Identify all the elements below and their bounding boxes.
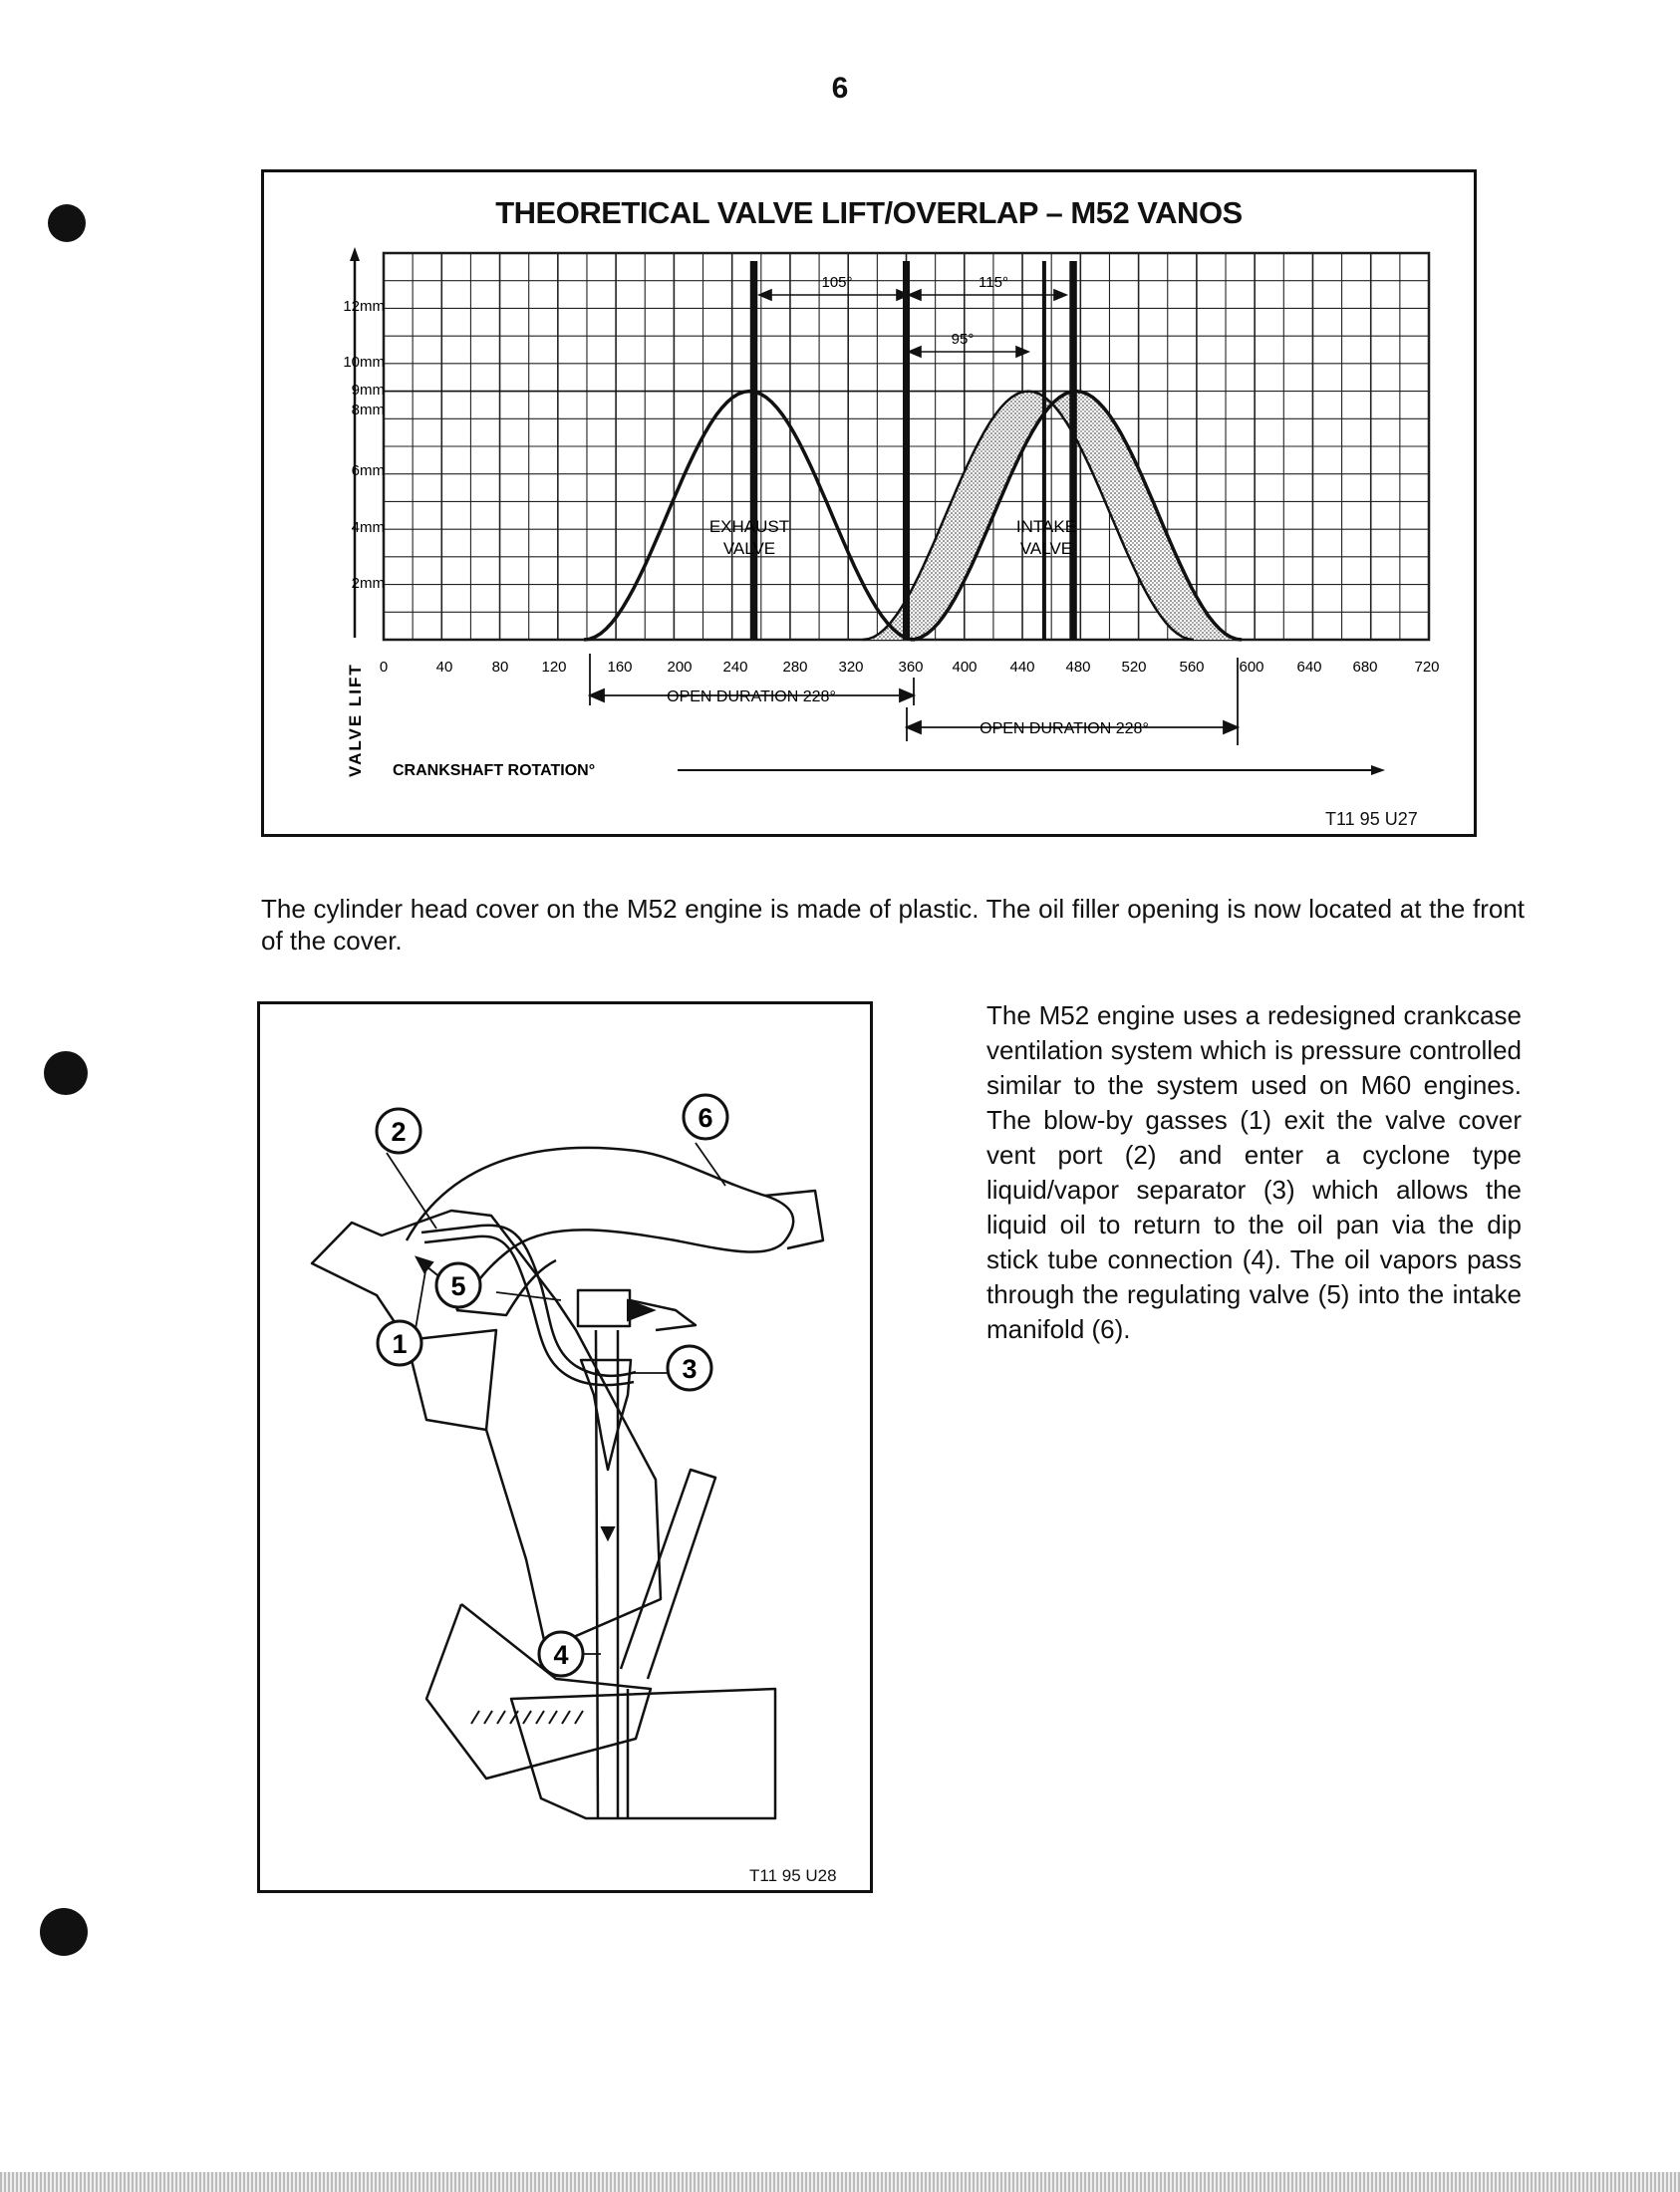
- intake-label-line1: INTAKE: [1015, 517, 1077, 536]
- oil-return-arrowhead: [602, 1527, 614, 1539]
- y-tick-label: 8mm: [351, 402, 385, 418]
- intake-open-duration: OPEN DURATION 228°: [980, 720, 1149, 737]
- x-axis-arrowhead: [1371, 765, 1385, 775]
- dipstick-handle: [621, 1470, 715, 1679]
- y-tick-label: 12mm: [343, 298, 385, 315]
- intake-shift-shading: [863, 392, 1242, 640]
- binder-hole: [40, 1908, 88, 1956]
- x-tick-label: 120: [541, 659, 567, 676]
- callout-3-label: 3: [682, 1354, 698, 1384]
- y-tick-label: 6mm: [351, 462, 385, 479]
- x-tick-label: 640: [1296, 659, 1322, 676]
- span-label-105: 105°: [821, 274, 853, 291]
- y-tick-label: 2mm: [351, 575, 385, 592]
- x-axis-label: CRANKSHAFT ROTATION°: [393, 762, 596, 779]
- y-tick-label: 4mm: [351, 519, 385, 536]
- span-label-95: 95°: [951, 331, 975, 348]
- y-tick-label: 9mm: [351, 382, 385, 399]
- callout-6-label: 6: [698, 1103, 713, 1133]
- dipstick-tube-left: [596, 1330, 598, 1818]
- body-paragraph-crankcase-ventilation: The M52 engine uses a redesigned crankcase ventilation system which is pressure controlled similar to the system used on M60 engines. The blow-by gasses (1) exit the valve cover vent port (2) and enter a cyclone type liquid/vapor separator (3) which allows the liquid oil to return to the oil pan via the dip stick tube connection (4). The oil vapors pass through the regulating valve (5) into the intake manifold (6).: [986, 1000, 1522, 1344]
- x-tick-label: 440: [1009, 659, 1035, 676]
- crankcase-ventilation-illustration: [257, 1001, 873, 1893]
- span-label-115: 115°: [979, 274, 1008, 291]
- marker-lines: [384, 261, 1076, 640]
- x-tick-label: 680: [1352, 659, 1378, 676]
- x-tick-label: 360: [898, 659, 924, 676]
- binder-hole: [44, 1051, 88, 1095]
- regulating-valve-body: [578, 1290, 630, 1326]
- figure-code: T11 95 U28: [749, 1866, 837, 1885]
- x-tick-label: 720: [1414, 659, 1440, 676]
- callout-5-label: 5: [450, 1271, 466, 1301]
- y-tick-label: 10mm: [343, 354, 385, 371]
- exhaust-label-line2: VALVE: [722, 539, 776, 558]
- x-tick-label: 600: [1239, 659, 1264, 676]
- exhaust-open-duration: OPEN DURATION 228°: [667, 688, 836, 705]
- x-tick-label: 240: [722, 659, 748, 676]
- x-tick-label: 480: [1065, 659, 1091, 676]
- callout-1-label: 1: [392, 1329, 408, 1359]
- y-axis-arrowhead: [350, 247, 360, 261]
- oil-pan-body: [511, 1689, 775, 1818]
- callout-4-label: 4: [553, 1640, 569, 1670]
- callout-2-label: 2: [391, 1117, 407, 1147]
- x-tick-label: 400: [952, 659, 978, 676]
- valve-lift-chart: [261, 169, 1477, 837]
- x-tick-label: 200: [667, 659, 693, 676]
- chart-title: THEORETICAL VALVE LIFT/OVERLAP – M52 VANOS: [495, 195, 1243, 230]
- intake-label-line2: VALVE: [1019, 539, 1073, 558]
- exhaust-label-line1: EXHAUST: [708, 517, 790, 536]
- body-paragraph-cylinder-head: The cylinder head cover on the M52 engine is made of plastic. The oil filler opening is now located at the front of the cover.: [261, 894, 1525, 956]
- x-tick-label: 320: [838, 659, 864, 676]
- x-tick-label: 40: [435, 659, 453, 676]
- vent-hose-inner: [424, 1236, 634, 1385]
- figure-code: T11 95 U27: [1325, 809, 1418, 829]
- x-tick-label: 80: [491, 659, 509, 676]
- scan-edge-strip: [0, 2172, 1680, 2192]
- x-tick-label: 520: [1121, 659, 1147, 676]
- y-axis-label: VALVE LIFT: [346, 663, 365, 777]
- x-tick-label: 280: [782, 659, 808, 676]
- overlap-shading: [863, 392, 1242, 640]
- exhaust-lift-curve: [584, 392, 915, 640]
- x-tick-label: 560: [1179, 659, 1205, 676]
- x-tick-label: 160: [607, 659, 633, 676]
- binder-hole: [48, 204, 86, 242]
- page-number: 6: [831, 72, 849, 105]
- x-tick-label: 0: [379, 659, 389, 676]
